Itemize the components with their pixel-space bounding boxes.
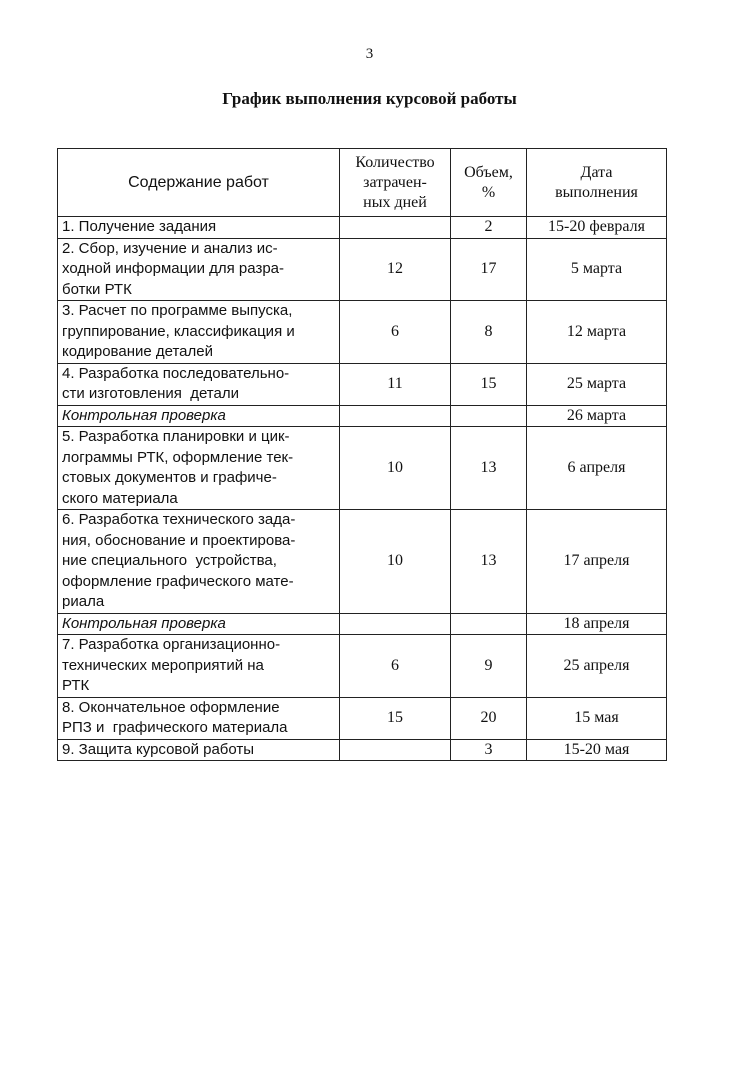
- table-row: [58, 510, 667, 614]
- task-cell: [58, 301, 340, 364]
- task-cell: [58, 427, 340, 510]
- task-line: 4. Разработка последовательно-: [62, 364, 290, 382]
- date-cell: 5 марта: [527, 238, 667, 301]
- header-days-line: затрачен-: [363, 173, 427, 191]
- task-line: стовых документов и графиче-: [62, 469, 277, 486]
- volume-cell: 15: [451, 363, 527, 405]
- date-cell: 15-20 февраля: [527, 217, 667, 239]
- task-cell: [58, 613, 340, 635]
- task-line: 7. Разработка организационно-: [62, 636, 281, 653]
- task-line: 5. Разработка планировки и цик-: [62, 428, 290, 445]
- table-row: [58, 697, 667, 739]
- table-row: [58, 363, 667, 405]
- schedule-table: [57, 148, 667, 761]
- table-row: [58, 739, 667, 761]
- table-row: [58, 238, 667, 301]
- header-date: [527, 149, 667, 217]
- header-days: [340, 149, 451, 217]
- table-row: [58, 613, 667, 635]
- header-date-line: Дата: [580, 163, 613, 181]
- task-line: ние специального устройства,: [62, 552, 277, 569]
- task-line: 1. Получение задания: [62, 218, 217, 235]
- task-line: 8. Окончательное оформление: [62, 698, 280, 716]
- days-cell: 6: [340, 635, 451, 698]
- days-cell: 12: [340, 238, 451, 301]
- task-line: 3. Расчет по программе выпуска,: [62, 302, 293, 319]
- date-cell: 17 апреля: [527, 510, 667, 614]
- header-volume-line: %: [481, 183, 496, 201]
- task-line: 9. Защита курсовой работы: [62, 740, 255, 758]
- date-cell: 26 марта: [527, 405, 667, 427]
- table-row: [58, 405, 667, 427]
- task-line: Контрольная проверка: [62, 614, 226, 632]
- header-days-line: Количество: [355, 153, 435, 171]
- days-cell: 10: [340, 510, 451, 614]
- header-volume: [451, 149, 527, 217]
- task-cell: [58, 697, 340, 739]
- table-body: [58, 217, 667, 761]
- task-line: 6. Разработка технического зада-: [62, 511, 296, 528]
- volume-cell: 3: [451, 739, 527, 761]
- volume-cell: 13: [451, 510, 527, 614]
- page-number: 3: [365, 46, 374, 62]
- volume-cell: 9: [451, 635, 527, 698]
- task-line: группирование, классификация и: [62, 322, 295, 340]
- task-line: риала: [62, 593, 105, 610]
- volume-cell: 17: [451, 238, 527, 301]
- date-cell: 18 апреля: [527, 613, 667, 635]
- task-line: оформление графического мате-: [62, 572, 294, 590]
- task-cell: [58, 405, 340, 427]
- task-line: сти изготовления детали: [62, 385, 239, 402]
- task-line: ходной информации для разра-: [62, 260, 284, 277]
- task-line: 2. Сбор, изучение и анализ ис-: [62, 239, 278, 257]
- days-cell: [340, 613, 451, 635]
- task-line: Контрольная проверка: [62, 406, 226, 424]
- table-row: [58, 635, 667, 698]
- date-cell: 25 апреля: [527, 635, 667, 698]
- table-row: [58, 427, 667, 510]
- task-cell: [58, 739, 340, 761]
- document-title: График выполнения курсовой работы: [222, 89, 517, 108]
- volume-cell: [451, 613, 527, 635]
- header-date-line: выполнения: [555, 183, 638, 201]
- task-line: кодирование деталей: [62, 343, 213, 360]
- date-cell: 25 марта: [527, 363, 667, 405]
- table-header-row: [58, 149, 667, 217]
- task-line: ского материала: [62, 489, 178, 507]
- days-cell: [340, 217, 451, 239]
- header-days-line: ных дней: [363, 193, 427, 211]
- table-row: [58, 301, 667, 364]
- task-line: ния, обоснование и проектирова-: [62, 531, 296, 549]
- task-cell: [58, 238, 340, 301]
- volume-cell: 20: [451, 697, 527, 739]
- task-cell: [58, 510, 340, 614]
- task-cell: [58, 217, 340, 239]
- days-cell: 6: [340, 301, 451, 364]
- task-line: РПЗ и графического материала: [62, 719, 288, 736]
- task-cell: [58, 635, 340, 698]
- task-cell: [58, 363, 340, 405]
- date-cell: 6 апреля: [527, 427, 667, 510]
- volume-cell: 8: [451, 301, 527, 364]
- task-line: технических мероприятий на: [62, 656, 264, 674]
- days-cell: 15: [340, 697, 451, 739]
- header-content: Содержание работ: [58, 149, 340, 217]
- volume-cell: 13: [451, 427, 527, 510]
- volume-cell: [451, 405, 527, 427]
- date-cell: 15-20 мая: [527, 739, 667, 761]
- date-cell: 12 марта: [527, 301, 667, 364]
- task-line: РТК: [62, 677, 90, 694]
- date-cell: 15 мая: [527, 697, 667, 739]
- days-cell: 10: [340, 427, 451, 510]
- volume-cell: 2: [451, 217, 527, 239]
- table-row: [58, 217, 667, 239]
- header-volume-line: Объем,: [464, 163, 513, 181]
- days-cell: [340, 405, 451, 427]
- task-line: ботки РТК: [62, 280, 132, 298]
- task-line: лограммы РТК, оформление тек-: [62, 448, 294, 466]
- days-cell: [340, 739, 451, 761]
- days-cell: 11: [340, 363, 451, 405]
